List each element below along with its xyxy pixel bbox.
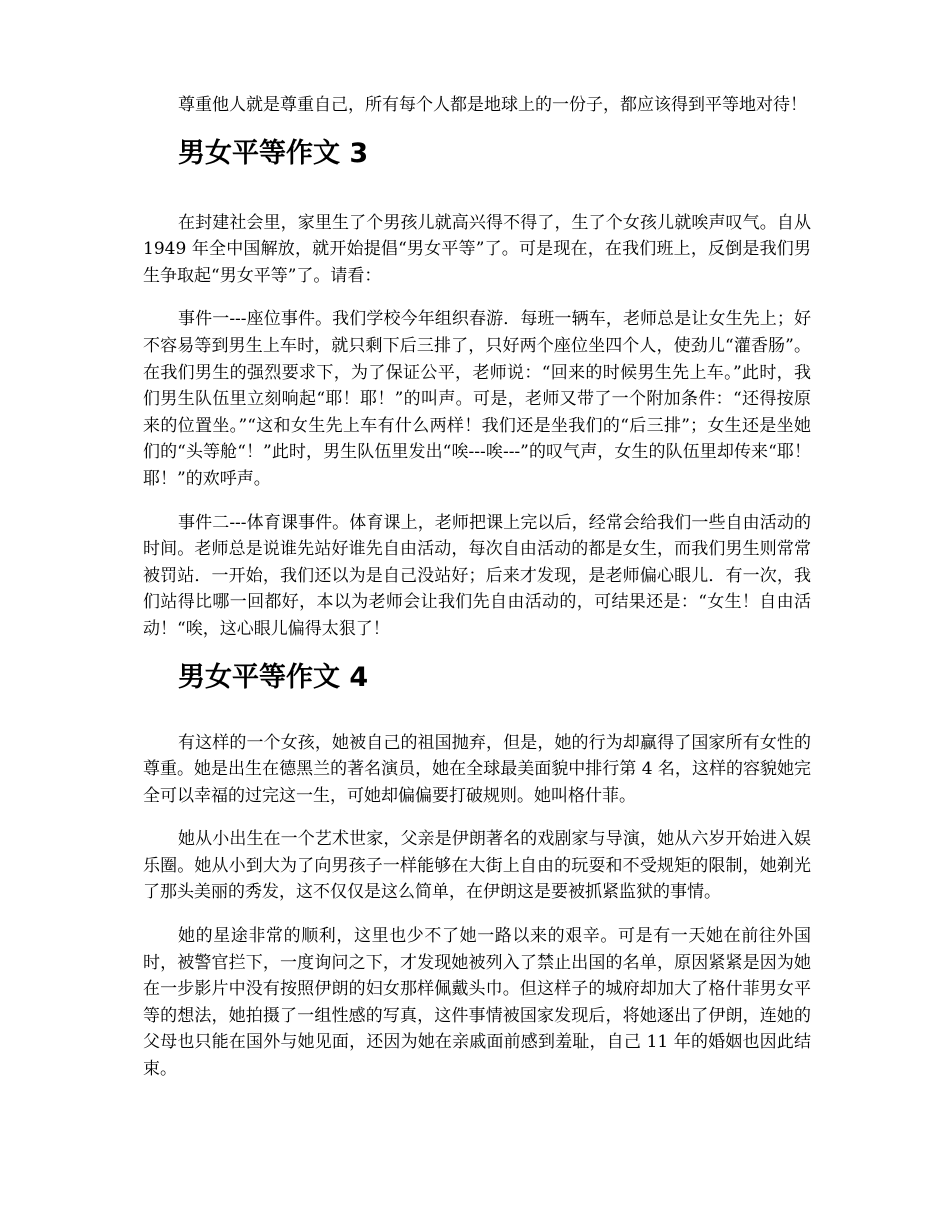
essay3-paragraph-event2: 事件二---体育课事件。体育课上，老师把课上完以后，经常会给我们一些自由活动的时间。老师总是说谁先站好谁先自由活动，每次自由活动的都是女生，而我们男生则常常被罚站．一开始，我们还以为是自己没站好；后来才发现，是老师偏心眼儿．有一次，我们站得比哪一回都好，本以为老师会让我们先自由活动的，可结果还是：“女生！自由活动！“唉，这心眼儿偏得太狠了！ [143, 512, 811, 639]
essay3-title: 男女平等作文 3 [178, 137, 369, 169]
essay4-paragraph-3: 她的星途非常的顺利，这里也少不了她一路以来的艰辛。可是有一天她在前往外国时，被警官拦下，一度询问之下，才发现她被列入了禁止出国的名单，原因紧紧是因为她在一步影片中没有按照伊朗的妇女那样佩戴头巾。但这样子的城府却加大了格什菲男女平等的想法，她拍摄了一组性感的写真，这件事情被国家发现后，将她逐出了伊朗，连她的父母也只能在国外与她见面，还因为她在亲戚面前感到羞耻，自己 11 年的婚姻也因此结束。 [143, 926, 811, 1080]
essay4-title: 男女平等作文 4 [178, 661, 369, 693]
essay4-paragraph-1: 有这样的一个女孩，她被自己的祖国抛弃，但是，她的行为却赢得了国家所有女性的尊重。她是出生在德黑兰的著名演员，她在全球最美面貌中排行第 4 名，这样的容貌她完全可以幸福的过完这一生，可她却偏偏要打破规则。她叫格什菲。 [143, 732, 811, 806]
essay3-paragraph-intro: 在封建社会里，家里生了个男孩儿就高兴得不得了，生了个女孩儿就唉声叹气。自从 1949 年全中国解放，就开始提倡“男女平等”了。可是现在，在我们班上，反倒是我们男生争取起“男女平等”了。请看： [143, 212, 811, 286]
paragraph-closing-essay2: 尊重他人就是尊重自己，所有每个人都是地球上的一份子，都应该得到平等地对待！ [178, 95, 807, 115]
essay4-paragraph-2: 她从小出生在一个艺术世家，父亲是伊朗著名的戏剧家与导演，她从六岁开始进入娱乐圈。她从小到大为了向男孩子一样能够在大街上自由的玩耍和不受规矩的限制，她剃光了那头美丽的秀发，这不仅仅是这么简单，在伊朗这是要被抓紧监狱的事情。 [143, 829, 811, 903]
document-page [143, 92, 811, 1100]
essay3-paragraph-event1: 事件一---座位事件。我们学校今年组织春游．每班一辆车，老师总是让女生先上；好不容易等到男生上车时，就只剩下后三排了，只好两个座位坐四个人，使劲儿“灌香肠”。在我们男生的强烈要求下，为了保证公平，老师说：“回来的时候男生先上车。”此时，我们男生队伍里立刻响起“耶！耶！”的叫声。可是，老师又带了一个附加条件：“还得按原来的位置坐。”“这和女生先上车有什么两样！我们还是坐我们的“后三排”；女生还是坐她们的“头等舱“！”此时，男生队伍里发出“唉---唉---”的叹气声，女生的队伍里却传来“耶！耶！”的欢呼声。 [143, 309, 811, 489]
